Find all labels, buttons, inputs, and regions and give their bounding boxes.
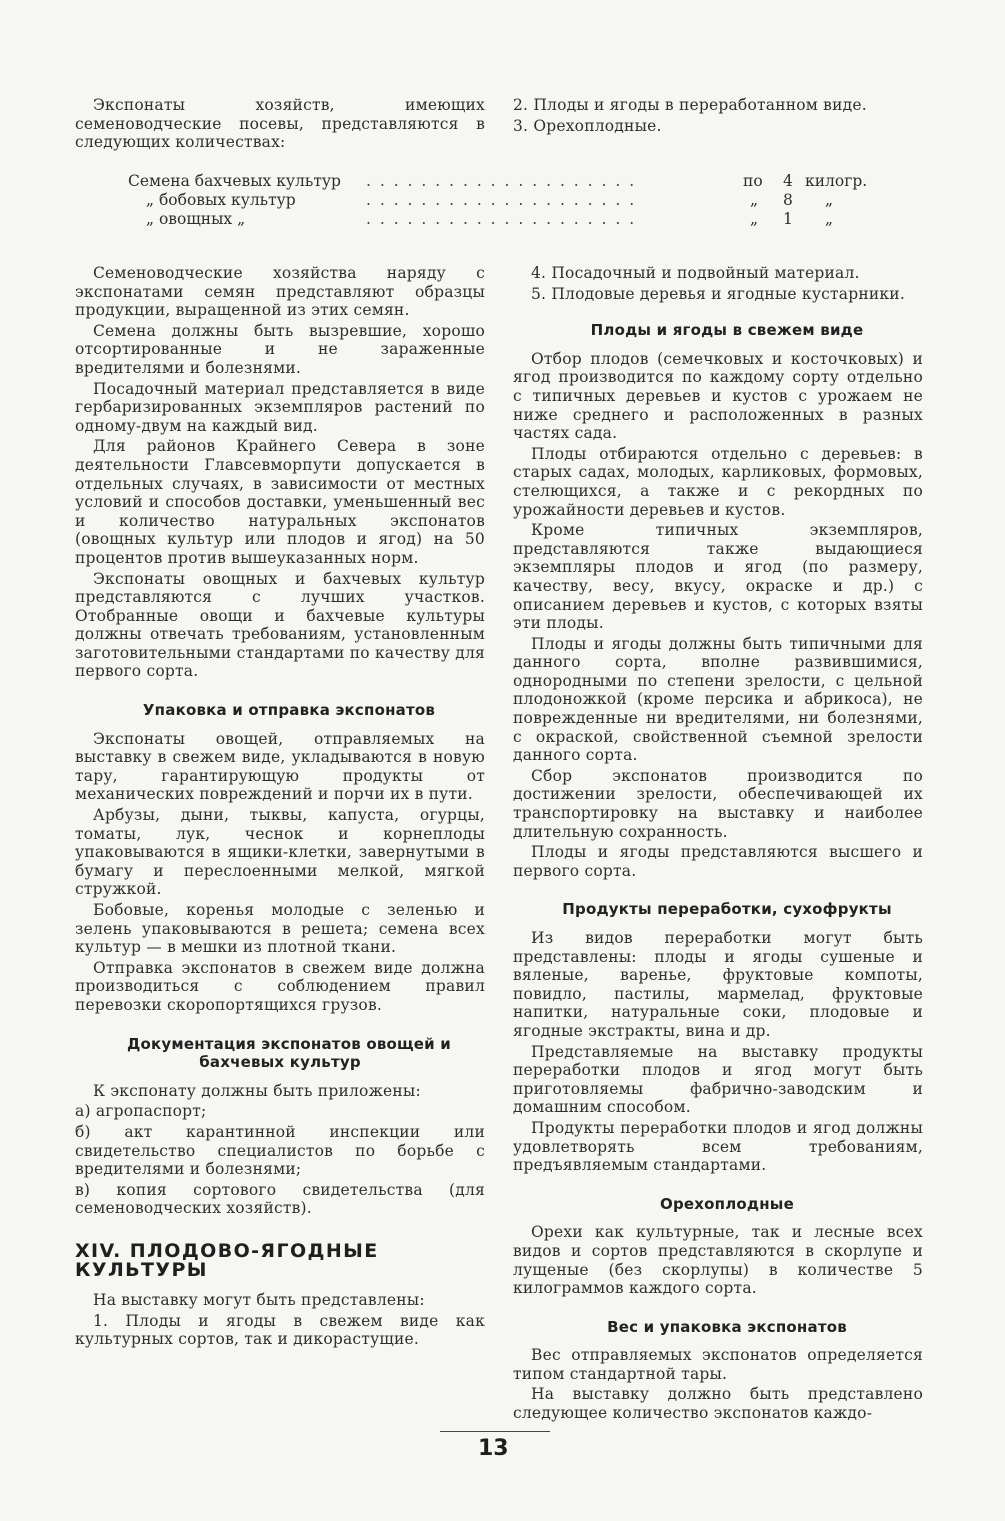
seed-label: „ бобовых культур bbox=[146, 191, 296, 209]
seed-amount: 8 bbox=[783, 191, 793, 209]
paragraph: Посадочный материал представляется в виде гербаризированных экземпляров растений по одному-двум на каждый вид. bbox=[75, 379, 485, 435]
heading-weight-packing: Вес и упаковка экспонатов bbox=[607, 1317, 847, 1336]
intro-left bbox=[75, 96, 485, 154]
seed-unit: „ bbox=[825, 191, 834, 209]
doc-item: в) копия сортового свидетельства (для семеноводческих хозяйств). bbox=[75, 1180, 485, 1218]
paragraph: На выставку должно быть представлено следующее количество экспонатов каждо- bbox=[513, 1385, 923, 1423]
doc-item: б) акт карантинной инспекции или свидетельство специалистов по борьбе с вредителями и болезнями; bbox=[75, 1122, 485, 1179]
right-column bbox=[513, 264, 923, 1425]
leader-dots: . . . . . . . . . . . . . . . . . . . . bbox=[366, 210, 637, 228]
paragraph: К экспонату должны быть приложены: bbox=[93, 1081, 421, 1100]
paragraph: Орехи как культурные, так и лесные всех видов и сортов представляются в скорлупе и лущеные (без скорлупы) в количестве 5 килограммов каждого сорта. bbox=[513, 1223, 923, 1298]
intro-paragraph: Экспонаты хозяйств, имеющих семеноводческие посевы, представляются в следующих количествах: bbox=[75, 96, 485, 152]
paragraph: 1. Плоды и ягоды в свежем виде как культурных сортов, так и дикорастущие. bbox=[75, 1311, 485, 1349]
paragraph: На выставку могут быть представлены: bbox=[93, 1291, 425, 1310]
leader-dots: . . . . . . . . . . . . . . . . . . . . bbox=[366, 172, 637, 190]
seed-unit: килогр. bbox=[805, 172, 868, 190]
footer-rule bbox=[440, 1431, 550, 1432]
heading-packing: Упаковка и отправка экспонатов bbox=[142, 701, 436, 720]
paragraph: Экспонаты овощных и бахчевых культур представляются с лучших участков. Отобранные овощи и бахчевые культуры должны отвечать требованиям, установленным заготовительными стандартами по качеству для первого сорта. bbox=[75, 569, 485, 681]
list-item: 4. Посадочный и подвойный материал. bbox=[531, 264, 860, 282]
paragraph: Плоды и ягоды должны быть типичными для данного сорта, вполне развившимися, однородными по степени зрелости, с цельной плодоножкой (кроме персика и абрикоса), не поврежденные ни вредителями, ни болезнями, с окраской, свойственной съемной зрелости данного сорта. bbox=[513, 634, 923, 765]
intro-item: 3. Орехоплодные. bbox=[513, 116, 662, 135]
list-item: 5. Плодовые деревья и ягодные кустарники. bbox=[531, 284, 905, 303]
paragraph: Бобовые, коренья молодые с зеленью и зелень упаковываются в решета; семена всех культур — в мешки из плотной ткани. bbox=[75, 901, 485, 957]
paragraph: Вес отправляемых экспонатов определяется типом стандартной тары. bbox=[513, 1346, 923, 1383]
seed-row bbox=[128, 210, 888, 229]
seed-row bbox=[128, 191, 888, 210]
seed-amount: 4 bbox=[783, 172, 793, 190]
heading-documentation: Документация экспонатов овощей и бахчевых культур bbox=[126, 1034, 452, 1072]
seed-prep: „ bbox=[750, 191, 759, 209]
seed-row bbox=[128, 172, 888, 191]
seed-amount: 1 bbox=[783, 210, 793, 228]
paragraph: Отбор плодов (семечковых и косточковых) и ягод производится по каждому сорту отдельно с типичных деревьев и кустов с урожаем не ниже среднего и расположенных в разных частях сада. bbox=[513, 349, 923, 443]
paragraph: Экспонаты овощей, отправляемых на выставку в свежем виде, укладываются в новую тару, гарантирующую продукты от механических повреждений и порчи их в пути. bbox=[75, 729, 485, 804]
leader-dots: . . . . . . . . . . . . . . . . . . . . bbox=[366, 191, 637, 209]
intro-right bbox=[513, 96, 923, 137]
section-title: XIV. ПЛОДОВО-ЯГОДНЫЕ КУЛЬТУРЫ bbox=[75, 1239, 379, 1281]
seed-quantity-list bbox=[128, 172, 888, 229]
paragraph: Сбор экспонатов производится по достижении зрелости, обеспечивающей их транспортировку на выставку и наиболее длительную сохранность. bbox=[513, 766, 923, 841]
page-number: 13 bbox=[478, 1436, 509, 1461]
seed-unit: „ bbox=[825, 210, 834, 228]
paragraph: Арбузы, дыни, тыквы, капуста, огурцы, томаты, лук, чеснок и корнеплоды упаковываются в ящики-клетки, завернутыми в бумагу и переслоенными мелкой, мягкой стружкой. bbox=[75, 806, 485, 899]
left-column bbox=[75, 264, 485, 1351]
seed-label: „ овощных „ bbox=[146, 210, 246, 228]
paragraph: Плоды отбираются отдельно с деревьев: в старых садах, молодых, карликовых, формовых, стелющихся, а также и с рекордных по урожайности деревьев и кустов. bbox=[513, 444, 923, 519]
heading-fresh-fruits: Плоды и ягоды в свежем виде bbox=[590, 321, 864, 340]
paragraph: Семена должны быть вызревшие, хорошо отсортированные и не зараженные вредителями и болезнями. bbox=[75, 321, 485, 377]
doc-item: а) агропаспорт; bbox=[75, 1102, 207, 1121]
paragraph: Кроме типичных экземпляров, представляются также выдающиеся экземпляры плодов и ягод (по размеру, качеству, весу, вкусу, окраске и др.) с описанием деревьев и кустов, с которых взяты эти плоды. bbox=[513, 521, 923, 633]
intro-item: 2. Плоды и ягоды в переработанном виде. bbox=[513, 96, 867, 114]
seed-label: Семена бахчевых культур bbox=[128, 172, 341, 190]
paragraph: Семеноводческие хозяйства наряду с экспонатами семян представляют образцы продукции, выращенной из этих семян. bbox=[75, 264, 485, 320]
seed-prep: по bbox=[743, 172, 763, 190]
seed-prep: „ bbox=[750, 210, 759, 228]
paragraph: Представляемые на выставку продукты переработки плодов и ягод могут быть приготовляемы фабрично-заводским и домашним способом. bbox=[513, 1042, 923, 1117]
heading-nuts: Орехоплодные bbox=[660, 1194, 794, 1213]
paragraph: Продукты переработки плодов и ягод должны удовлетворять всем требованиям, предъявляемым стандартами. bbox=[513, 1118, 923, 1175]
paragraph: Для районов Крайнего Севера в зоне деятельности Главсевморпути допускается в отдельных случаях, в зависимости от местных условий и способов доставки, уменьшенный вес и количество натуральных экспонатов (овощных культур или плодов и ягод) на 50 процентов против вышеуказанных норм. bbox=[75, 437, 485, 567]
paragraph: Плоды и ягоды представляются высшего и первого сорта. bbox=[513, 843, 923, 880]
paragraph: Отправка экспонатов в свежем виде должна производиться с соблюдением правил перевозки скоропортящихся грузов. bbox=[75, 958, 485, 1014]
paragraph: Из видов переработки могут быть представлены: плоды и ягоды сушеные и вяленые, варенье, фруктовые компоты, повидло, пастилы, мармелад, фруктовые напитки, натуральные соки, плодовые и ягодные экстракты, вина и др. bbox=[513, 929, 923, 1040]
heading-processed-products: Продукты переработки, сухофрукты bbox=[562, 900, 892, 919]
